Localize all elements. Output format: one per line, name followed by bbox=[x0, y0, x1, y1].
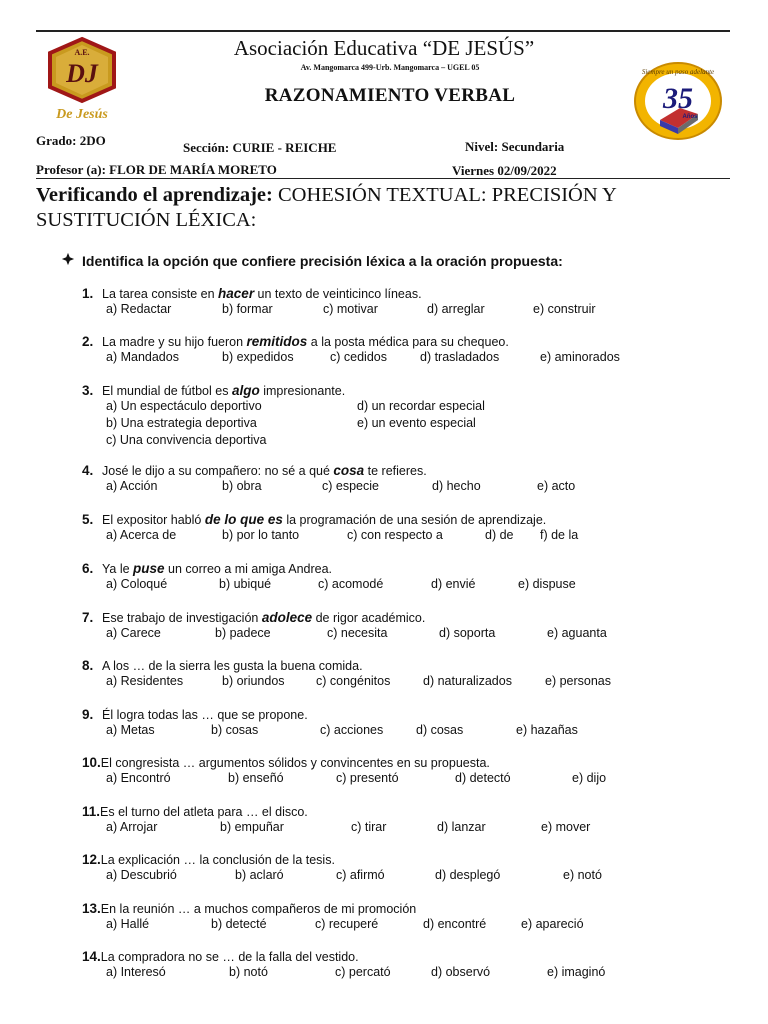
answer-option[interactable]: a) Hallé bbox=[106, 917, 150, 931]
teacher: Profesor (a): FLOR DE MARÍA MORETO bbox=[36, 162, 277, 177]
answer-option[interactable]: f) de la bbox=[540, 528, 579, 542]
question-stem bbox=[82, 334, 509, 349]
answer-option[interactable]: d) cosas bbox=[416, 723, 464, 737]
question-number: 9. bbox=[82, 707, 94, 722]
question-text-end: de rigor académico. bbox=[312, 611, 426, 625]
question-text: A los … de la sierra les gusta la buena comida. bbox=[102, 659, 363, 673]
question-item bbox=[82, 463, 576, 495]
question-number: 13. bbox=[82, 901, 101, 916]
answer-option[interactable]: d) de bbox=[485, 528, 514, 542]
answer-option[interactable]: d) desplegó bbox=[435, 868, 501, 882]
answer-option[interactable]: d) trasladados bbox=[420, 350, 500, 364]
answer-option[interactable]: b) ubiqué bbox=[219, 577, 272, 591]
question-text: La explicación … la conclusión de la tesis. bbox=[100, 853, 335, 867]
answer-option[interactable]: c) motivar bbox=[323, 302, 378, 316]
answer-option[interactable]: d) soporta bbox=[439, 626, 496, 640]
answer-option[interactable]: a) Descubrió bbox=[106, 868, 177, 882]
question-keyword: hacer bbox=[218, 286, 255, 301]
course-title: RAZONAMIENTO VERBAL bbox=[264, 85, 516, 106]
options-row bbox=[82, 416, 476, 432]
anniversary-caption: Años bbox=[682, 114, 698, 120]
answer-option[interactable]: a) Arrojar bbox=[106, 820, 158, 834]
question-keyword: algo bbox=[231, 383, 260, 398]
answer-option[interactable]: a) Interesó bbox=[106, 965, 166, 979]
level: Nivel: Secundaria bbox=[465, 139, 565, 154]
heading-prefix: Verificando el aprendizaje: bbox=[36, 184, 273, 206]
question-item bbox=[82, 512, 579, 544]
question-stem bbox=[82, 901, 416, 916]
answer-option[interactable]: b) aclaró bbox=[235, 868, 284, 882]
question-number: 7. bbox=[82, 610, 94, 625]
answer-option[interactable]: b) padece bbox=[215, 626, 271, 640]
answer-option[interactable]: a) Coloqué bbox=[106, 577, 168, 591]
answer-option[interactable]: c) tirar bbox=[351, 820, 387, 834]
question-item bbox=[82, 286, 596, 318]
question-stem bbox=[82, 610, 425, 625]
question-text: La tarea consiste en bbox=[102, 287, 219, 301]
question-number: 4. bbox=[82, 463, 94, 478]
answer-option[interactable]: b) formar bbox=[222, 302, 273, 316]
options-row bbox=[82, 917, 584, 933]
answer-option[interactable]: e) dispuse bbox=[518, 577, 576, 591]
logo-monogram: DJ bbox=[66, 59, 98, 88]
question-keyword: adolece bbox=[261, 610, 313, 625]
answer-option[interactable]: d) naturalizados bbox=[423, 674, 512, 688]
question-item bbox=[82, 610, 607, 642]
question-item bbox=[82, 707, 578, 739]
answer-option[interactable]: b) oriundos bbox=[222, 674, 285, 688]
question-number: 14. bbox=[82, 949, 101, 964]
section-heading bbox=[36, 183, 736, 233]
question-text-end: la programación de una sesión de aprendizaje. bbox=[282, 513, 547, 527]
options-row bbox=[82, 479, 576, 495]
top-rule bbox=[36, 30, 730, 32]
question-stem bbox=[82, 383, 345, 398]
answer-option[interactable]: b) Una estrategia deportiva bbox=[106, 416, 257, 430]
anniversary-arc-text: Siempre un paso adelante bbox=[641, 68, 715, 76]
answer-option[interactable]: e) hazañas bbox=[516, 723, 578, 737]
answer-option[interactable]: d) lanzar bbox=[437, 820, 486, 834]
question-stem bbox=[82, 852, 335, 867]
answer-option[interactable]: b) empuñar bbox=[220, 820, 284, 834]
question-number: 5. bbox=[82, 512, 94, 527]
question-text: En la reunión … a muchos compañeros de mi promoción bbox=[100, 902, 417, 916]
answer-option[interactable]: e) dijo bbox=[572, 771, 607, 785]
answer-option[interactable]: a) Metas bbox=[106, 723, 155, 737]
question-stem bbox=[82, 755, 490, 770]
answer-option[interactable]: b) por lo tanto bbox=[222, 528, 300, 542]
answer-option[interactable]: a) Redactar bbox=[106, 302, 172, 316]
answer-option[interactable]: b) expedidos bbox=[222, 350, 294, 364]
answer-option[interactable]: c) acciones bbox=[320, 723, 384, 737]
question-number: 2. bbox=[82, 334, 94, 349]
answer-option[interactable]: a) Acerca de bbox=[106, 528, 177, 542]
answer-option[interactable]: e) aminorados bbox=[540, 350, 620, 364]
question-stem bbox=[82, 949, 359, 964]
question-text-end: a la posta médica para su chequeo. bbox=[307, 335, 509, 349]
instruction-text: Identifica la opción que confiere precisión léxica a la oración propuesta: bbox=[82, 253, 563, 269]
question-item bbox=[82, 658, 612, 690]
answer-option[interactable]: e) construir bbox=[533, 302, 596, 316]
question-item bbox=[82, 755, 607, 787]
answer-option[interactable]: c) percató bbox=[335, 965, 391, 979]
question-keyword: puse bbox=[133, 561, 165, 576]
answer-option[interactable]: e) personas bbox=[545, 674, 612, 688]
question-text: El expositor habló bbox=[102, 513, 205, 527]
question-stem bbox=[82, 804, 308, 819]
question-number: 12. bbox=[82, 852, 101, 867]
question-number: 6. bbox=[82, 561, 94, 576]
options-row bbox=[82, 820, 591, 836]
answer-option[interactable]: d) encontré bbox=[423, 917, 487, 931]
answer-option[interactable]: b) cosas bbox=[211, 723, 259, 737]
answer-option[interactable]: d) detectó bbox=[455, 771, 511, 785]
answer-option[interactable]: c) con respecto a bbox=[347, 528, 443, 542]
question-stem bbox=[82, 658, 363, 673]
question-item bbox=[82, 949, 606, 981]
answer-option[interactable]: d) arreglar bbox=[427, 302, 485, 316]
question-item bbox=[82, 334, 620, 366]
question-number: 8. bbox=[82, 658, 94, 673]
question-text: El congresista … argumentos sólidos y convincentes en su propuesta. bbox=[100, 756, 490, 770]
question-text-end: un correo a mi amiga Andrea. bbox=[164, 562, 333, 576]
options-row bbox=[82, 350, 620, 366]
options-row bbox=[82, 626, 607, 642]
answer-option[interactable]: c) afirmó bbox=[336, 868, 385, 882]
question-item bbox=[82, 383, 485, 449]
answer-option[interactable]: b) enseñó bbox=[228, 771, 284, 785]
grade: Grado: 2DO bbox=[36, 133, 106, 148]
options-row bbox=[82, 868, 602, 884]
question-stem bbox=[82, 707, 308, 722]
answer-option[interactable]: d) hecho bbox=[432, 479, 481, 493]
answer-option[interactable]: b) detecté bbox=[211, 917, 267, 931]
answer-option[interactable]: e) acto bbox=[537, 479, 576, 493]
answer-option[interactable]: e) un evento especial bbox=[357, 416, 476, 430]
answer-option[interactable]: c) congénitos bbox=[316, 674, 391, 688]
answer-option[interactable]: c) cedidos bbox=[330, 350, 387, 364]
question-text-end: impresionante. bbox=[259, 384, 346, 398]
question-item bbox=[82, 561, 576, 593]
options-row bbox=[82, 528, 579, 544]
anniversary-number: 35 bbox=[663, 82, 693, 115]
answer-option[interactable]: c) presentó bbox=[336, 771, 399, 785]
diamond-bullet-icon bbox=[60, 252, 76, 266]
answer-option[interactable]: a) Mandados bbox=[106, 350, 179, 364]
answer-option[interactable]: c) recuperé bbox=[315, 917, 379, 931]
question-text: El mundial de fútbol es bbox=[102, 384, 232, 398]
answer-option[interactable]: e) mover bbox=[541, 820, 591, 834]
answer-option[interactable]: a) Carece bbox=[106, 626, 161, 640]
options-row bbox=[82, 723, 578, 739]
question-keyword: remitidos bbox=[246, 334, 308, 349]
options-row bbox=[82, 674, 612, 690]
question-text: Él logra todas las … que se propone. bbox=[102, 708, 308, 722]
question-item bbox=[82, 852, 602, 884]
answer-option[interactable]: d) observó bbox=[431, 965, 491, 979]
instruction bbox=[60, 252, 563, 269]
answer-option[interactable]: d) envié bbox=[431, 577, 476, 591]
question-number: 3. bbox=[82, 383, 94, 398]
question-text: José le dijo a su compañero: no sé a qué bbox=[102, 464, 334, 478]
answer-option[interactable]: c) necesita bbox=[327, 626, 388, 640]
question-item bbox=[82, 901, 584, 933]
institution-name: Asociación Educativa “DE JESÚS” bbox=[233, 36, 535, 60]
question-stem bbox=[82, 512, 546, 527]
answer-option[interactable]: d) un recordar especial bbox=[357, 399, 485, 413]
question-text: Es el turno del atleta para … el disco. bbox=[100, 805, 308, 819]
answer-option[interactable]: c) Una convivencia deportiva bbox=[106, 433, 267, 447]
answer-option[interactable]: b) notó bbox=[229, 965, 268, 979]
logo-top-text: A.E. bbox=[74, 48, 90, 57]
answer-option[interactable]: e) apareció bbox=[521, 917, 584, 931]
question-number: 11. bbox=[82, 804, 101, 819]
options-row bbox=[82, 771, 607, 787]
question-number: 1. bbox=[82, 286, 94, 301]
question-stem bbox=[82, 561, 332, 576]
question-text: La compradora no se … de la falla del vestido. bbox=[100, 950, 359, 964]
answer-option[interactable]: a) Acción bbox=[106, 479, 158, 493]
question-keyword: cosa bbox=[333, 463, 365, 478]
institution-address: Av. Mangomarca 499-Urb. Mangomarca – UGEL 05 bbox=[300, 63, 480, 72]
question-text-end: te refieres. bbox=[364, 464, 427, 478]
options-row bbox=[82, 433, 345, 449]
options-row bbox=[82, 399, 485, 415]
logo-motto: De Jesús bbox=[56, 107, 108, 122]
question-text: Ya le bbox=[102, 562, 134, 576]
options-row bbox=[82, 965, 606, 981]
question-keyword: de lo que es bbox=[204, 512, 283, 527]
question-stem bbox=[82, 286, 422, 301]
question-text: Ese trabajo de investigación bbox=[102, 611, 262, 625]
options-row bbox=[82, 577, 576, 593]
answer-option[interactable]: c) acomodé bbox=[318, 577, 384, 591]
heading-topic: COHESIÓN TEXTUAL: PRECISIÓN Y SUSTITUCIÓN LÉXICA: bbox=[36, 184, 617, 231]
header-divider bbox=[36, 178, 730, 179]
date: Viernes 02/09/2022 bbox=[452, 163, 557, 178]
question-item bbox=[82, 804, 591, 836]
question-text: La madre y su hijo fueron bbox=[102, 335, 247, 349]
answer-option[interactable]: e) notó bbox=[563, 868, 602, 882]
answer-option[interactable]: e) aguanta bbox=[547, 626, 607, 640]
question-stem bbox=[82, 463, 427, 478]
answer-option[interactable]: c) especie bbox=[322, 479, 379, 493]
section: Sección: CURIE - REICHE bbox=[183, 140, 337, 155]
options-row bbox=[82, 302, 596, 318]
answer-option[interactable]: e) imaginó bbox=[547, 965, 606, 979]
question-number: 10. bbox=[82, 755, 101, 770]
question-text-end: un texto de veinticinco líneas. bbox=[254, 287, 422, 301]
answer-option[interactable]: a) Residentes bbox=[106, 674, 184, 688]
answer-option[interactable]: b) obra bbox=[222, 479, 262, 493]
answer-option[interactable]: a) Un espectáculo deportivo bbox=[106, 399, 262, 413]
answer-option[interactable]: a) Encontró bbox=[106, 771, 171, 785]
